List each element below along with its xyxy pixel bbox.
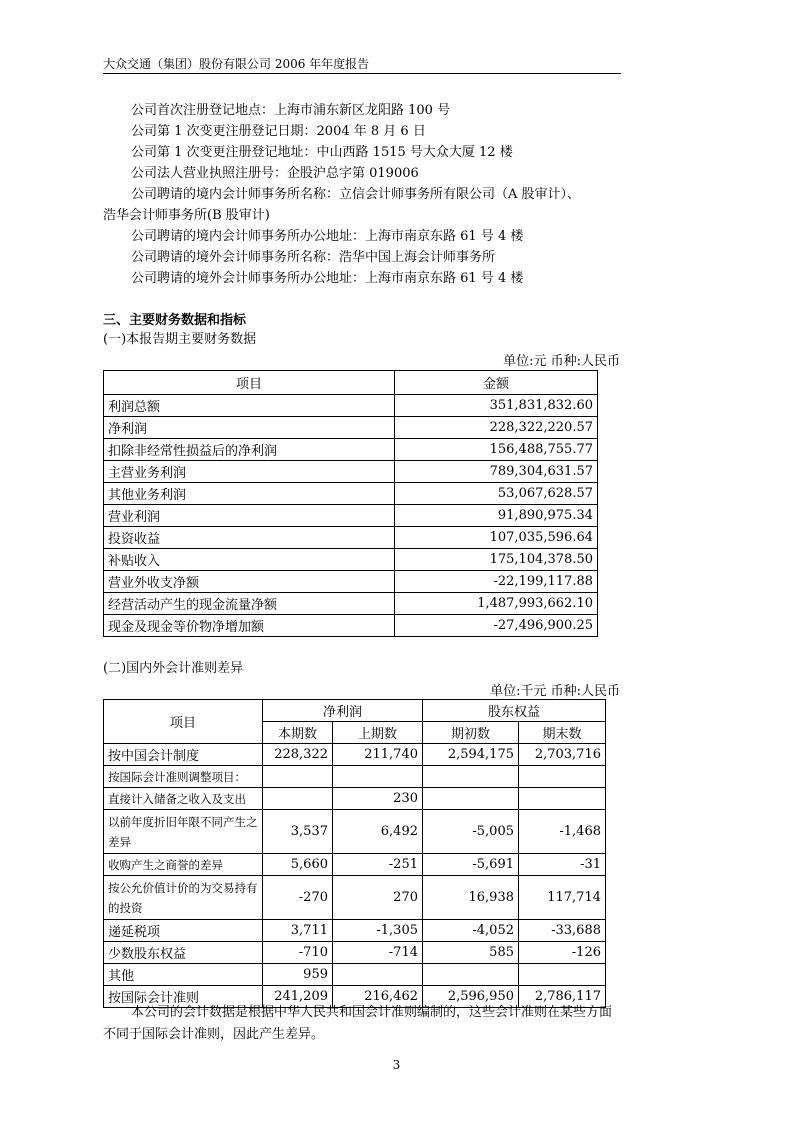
info-line: 公司聘请的境内会计师事务所办公地址：上海市南京东路 61 号 4 楼: [131, 229, 524, 244]
row-label: 其他业务利润: [104, 483, 395, 505]
row-value: 175,104,378.50: [395, 549, 598, 571]
row-value: 228,322,220.57: [395, 417, 598, 439]
row-value: -5,691: [423, 854, 519, 876]
row-value: [423, 766, 519, 788]
row-value: 2,786,117: [519, 986, 606, 1008]
gaap-difference-table: [103, 699, 606, 1008]
row-label: 扣除非经常性损益后的净利润: [104, 439, 395, 461]
row-value: [263, 788, 333, 810]
row-label: 营业利润: [104, 505, 395, 527]
note-paragraph: [103, 1002, 623, 1046]
table-row: [104, 417, 598, 439]
table-row: [104, 483, 598, 505]
column-header: 项目: [104, 371, 395, 395]
row-value: 270: [333, 876, 423, 920]
financial-data-table: [103, 370, 598, 637]
info-line: 公司聘请的境内会计师事务所名称：立信会计师事务所有限公司（A 股审计）、: [131, 187, 581, 202]
table-row: [104, 744, 606, 766]
table-row: [104, 615, 598, 637]
row-value: 1,487,993,662.10: [395, 593, 598, 615]
row-value: -270: [263, 876, 333, 920]
info-line: 浩华会计师事务所(B 股审计): [103, 208, 270, 223]
section-title: 三、主要财务数据和指标: [103, 313, 247, 328]
row-label: 补贴收入: [104, 549, 395, 571]
row-value: [333, 964, 423, 986]
table-header-row: [104, 371, 598, 395]
row-label: 利润总额: [104, 395, 395, 417]
row-value: [333, 766, 423, 788]
row-value: 2,594,175: [423, 744, 519, 766]
table-row: [104, 571, 598, 593]
row-value: [519, 964, 606, 986]
row-value: 107,035,596.64: [395, 527, 598, 549]
row-label: 少数股东权益: [104, 942, 263, 964]
info-line: 公司第 1 次变更注册登记地址：中山西路 1515 号大众大厦 12 楼: [131, 145, 513, 160]
row-label: 直接计入储备之收入及支出: [104, 788, 263, 810]
row-label: 递延税项: [104, 920, 263, 942]
row-value: -710: [263, 942, 333, 964]
page-number: 3: [392, 1058, 401, 1072]
row-value: 117,714: [519, 876, 606, 920]
row-value: -714: [333, 942, 423, 964]
column-header: 期末数: [519, 722, 606, 744]
row-value: 241,209: [263, 986, 333, 1008]
unit-note: 单位:千元 币种:人民币: [490, 684, 620, 699]
row-value: 216,462: [333, 986, 423, 1008]
column-header: 股东权益: [423, 700, 606, 722]
row-value: -31: [519, 854, 606, 876]
row-value: 16,938: [423, 876, 519, 920]
row-value: 789,304,631.57: [395, 461, 598, 483]
table-row: [104, 766, 606, 788]
row-label: 按国际会计准则: [104, 986, 263, 1008]
table-row: [104, 810, 606, 854]
row-value: 2,703,716: [519, 744, 606, 766]
row-value: -1,468: [519, 810, 606, 854]
subsection-title: (一)本报告期主要财务数据: [103, 332, 257, 347]
row-label: 投资收益: [104, 527, 395, 549]
row-value: -27,496,900.25: [395, 615, 598, 637]
column-header: 上期数: [333, 722, 423, 744]
info-line: 公司聘请的境外会计师事务所办公地址：上海市南京东路 61 号 4 楼: [131, 271, 524, 286]
row-value: -33,688: [519, 920, 606, 942]
row-value: 211,740: [333, 744, 423, 766]
row-label: 经营活动产生的现金流量净额: [104, 593, 395, 615]
row-value: -5,005: [423, 810, 519, 854]
row-value: 5,660: [263, 854, 333, 876]
row-value: 585: [423, 942, 519, 964]
row-value: 2,596,950: [423, 986, 519, 1008]
row-label: 以前年度折旧年限不同产生之差异: [104, 810, 263, 854]
row-label: 收购产生之商誉的差异: [104, 854, 263, 876]
row-value: [519, 788, 606, 810]
table-row: [104, 527, 598, 549]
row-value: 156,488,755.77: [395, 439, 598, 461]
row-label: 按中国会计制度: [104, 744, 263, 766]
table-row: [104, 439, 598, 461]
row-value: 351,831,832.60: [395, 395, 598, 417]
row-value: [423, 964, 519, 986]
row-value: -126: [519, 942, 606, 964]
row-label: 按国际会计准则调整项目：: [104, 766, 263, 788]
table-row: [104, 964, 606, 986]
table-row: [104, 549, 598, 571]
row-value: -1,305: [333, 920, 423, 942]
row-value: -251: [333, 854, 423, 876]
table-header-row: [104, 700, 606, 722]
table-row: [104, 942, 606, 964]
column-header: 期初数: [423, 722, 519, 744]
table-row: [104, 461, 598, 483]
column-header: 净利润: [263, 700, 423, 722]
header-divider: [103, 73, 621, 74]
note-text: 本公司的会计数据是根据中华人民共和国会计准则编制的，这些会计准则在某些方面不同于国际会计准则，因此产生差异。: [103, 1005, 613, 1042]
row-value: [423, 788, 519, 810]
column-header: 项目: [104, 700, 263, 744]
row-value: 959: [263, 964, 333, 986]
info-line: 公司聘请的境外会计师事务所名称：浩华中国上海会计师事务所: [131, 250, 496, 265]
table-row: [104, 920, 606, 942]
table-row: [104, 505, 598, 527]
info-line: 公司首次注册登记地点：上海市浦东新区龙阳路 100 号: [131, 103, 451, 118]
row-value: -4,052: [423, 920, 519, 942]
row-label: 营业外收支净额: [104, 571, 395, 593]
table-body: [104, 395, 598, 637]
column-header: 本期数: [263, 722, 333, 744]
table-body: [104, 744, 606, 1008]
row-value: 228,322: [263, 744, 333, 766]
row-value: 6,492: [333, 810, 423, 854]
row-label: 主营业务利润: [104, 461, 395, 483]
row-value: 3,537: [263, 810, 333, 854]
column-header: 金额: [395, 371, 598, 395]
table-row: [104, 854, 606, 876]
company-info: [103, 100, 623, 289]
table-row: [104, 788, 606, 810]
subsection-title: (二)国内外会计准则差异: [103, 661, 244, 676]
info-line: 公司法人营业执照注册号：企股沪总字第 019006: [131, 166, 419, 181]
table-row: [104, 876, 606, 920]
row-label: 净利润: [104, 417, 395, 439]
row-value: [519, 766, 606, 788]
row-label: 现金及现金等价物净增加额: [104, 615, 395, 637]
row-label: 其他: [104, 964, 263, 986]
table-row: [104, 593, 598, 615]
row-value: 91,890,975.34: [395, 505, 598, 527]
row-value: 230: [333, 788, 423, 810]
row-value: 53,067,628.57: [395, 483, 598, 505]
row-value: -22,199,117.88: [395, 571, 598, 593]
row-value: 3,711: [263, 920, 333, 942]
info-line: 公司第 1 次变更注册登记日期：2004 年 8 月 6 日: [131, 124, 426, 139]
unit-note: 单位:元 币种:人民币: [503, 354, 620, 369]
row-label: 按公允价值计价的为交易持有的投资: [104, 876, 263, 920]
report-header: 大众交通（集团）股份有限公司 2006 年年度报告: [103, 57, 370, 71]
row-value: [263, 766, 333, 788]
table-row: [104, 395, 598, 417]
